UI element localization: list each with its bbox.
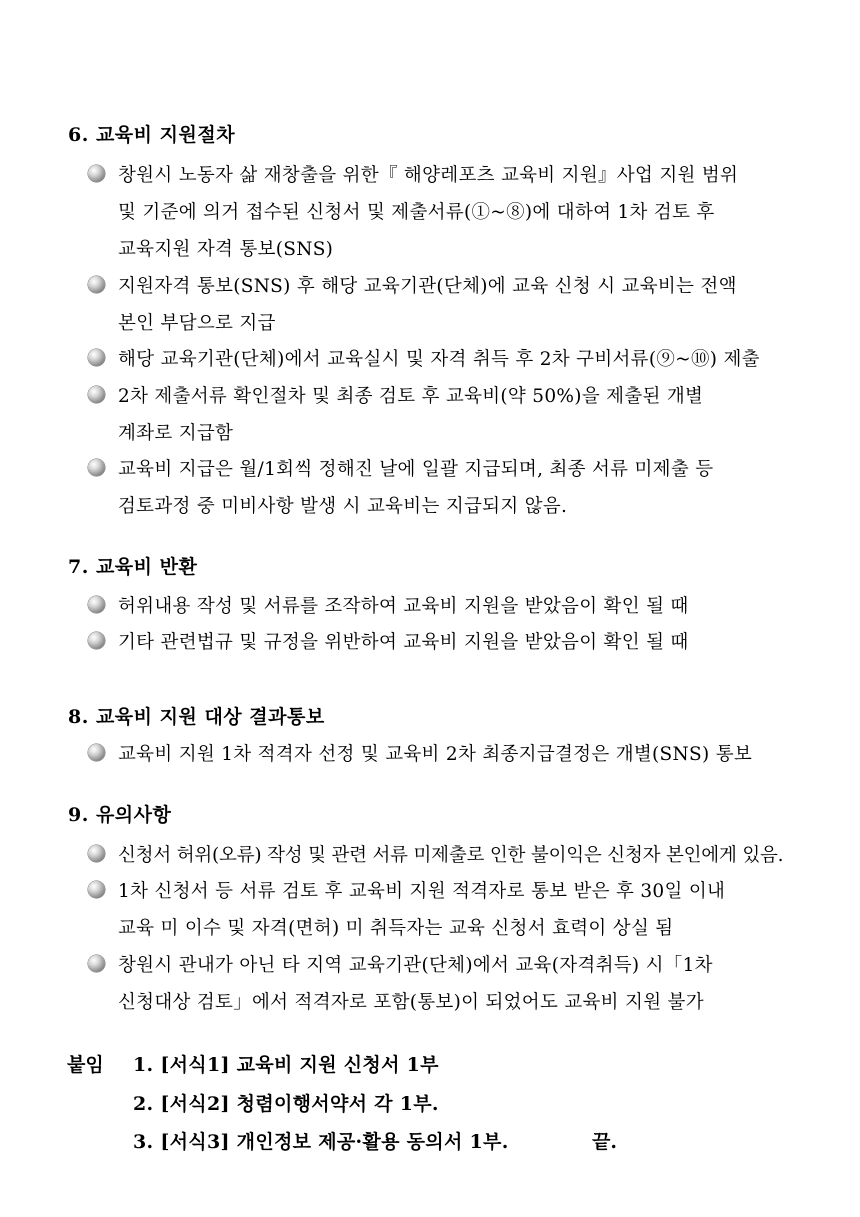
section-6-line-3: 교육지원 자격 통보(SNS) [118, 239, 334, 260]
bullet-icon [88, 881, 105, 898]
section-9-line-4: 창원시 관내가 아닌 타 지역 교육기관(단체)에서 교육(자격취득) 시「1차 [118, 955, 713, 976]
bullet-icon [88, 632, 105, 649]
section-8-heading: 8. 교육비 지원 대상 결과통보 [68, 706, 325, 728]
attachment-item-3: 3. [서식3] 개인정보 제공·활용 동의서 1부. [133, 1131, 509, 1153]
bullet-icon [88, 349, 105, 366]
section-6-heading: 6. 교육비 지원절차 [68, 124, 236, 146]
bullet-icon [88, 165, 105, 182]
section-9-line-1: 신청서 허위(오류) 작성 및 관련 서류 미제출로 인한 불이익은 신청자 본인에게 있음. [118, 845, 784, 866]
bullet-icon [88, 955, 105, 972]
section-6-line-7: 2차 제출서류 확인절차 및 최종 검토 후 교육비(약 50%)을 제출된 개별 [118, 386, 704, 407]
bullet-icon [88, 744, 105, 761]
section-6-line-2: 및 기준에 의거 접수된 신청서 및 제출서류(①~⑧)에 대하여 1차 검토 후 [118, 202, 715, 223]
bullet-icon [88, 596, 105, 613]
bullet-icon [88, 459, 105, 476]
attachment-label: 붙임 [67, 1054, 104, 1076]
section-6-line-6: 해당 교육기관(단체)에서 교육실시 및 자격 취득 후 2차 구비서류(⑨~⑩) 제출 [118, 349, 760, 370]
section-7-line-2: 기타 관련법규 및 규정을 위반하여 교육비 지원을 받았음이 확인 될 때 [118, 632, 689, 653]
section-9-line-2: 1차 신청서 등 서류 검토 후 교육비 지원 적격자로 통보 받은 후 30일 이내 [118, 881, 726, 902]
section-7-heading: 7. 교육비 반환 [68, 556, 198, 578]
section-6-line-8: 계좌로 지급함 [118, 423, 234, 444]
section-6-line-9: 교육비 지급은 월/1회씩 정해진 날에 일괄 지급되며, 최종 서류 미제출 등 [118, 459, 714, 480]
bullet-icon [88, 845, 105, 862]
section-6-line-1: 창원시 노동자 삶 재창출을 위한『 해양레포츠 교육비 지원』사업 지원 범위 [118, 165, 739, 186]
section-6-line-4: 지원자격 통보(SNS) 후 해당 교육기관(단체)에 교육 신청 시 교육비는 전액 [118, 276, 737, 297]
section-9-line-5: 신청대상 검토」에서 적격자로 포함(통보)이 되었어도 교육비 지원 불가 [118, 992, 704, 1013]
section-8-line-1: 교육비 지원 1차 적격자 선정 및 교육비 2차 최종지급결정은 개별(SNS) 통보 [118, 744, 753, 765]
bullet-icon [88, 386, 105, 403]
section-6-line-10: 검토과정 중 미비사항 발생 시 교육비는 지급되지 않음. [118, 496, 568, 517]
end-mark: 끝. [592, 1131, 617, 1153]
section-9-line-3: 교육 미 이수 및 자격(면허) 미 취득자는 교육 신청서 효력이 상실 됨 [118, 918, 674, 939]
attachment-item-2: 2. [서식2] 청렴이행서약서 각 1부. [133, 1093, 439, 1115]
section-7-line-1: 허위내용 작성 및 서류를 조작하여 교육비 지원을 받았음이 확인 될 때 [118, 596, 689, 617]
attachment-item-1: 1. [서식1] 교육비 지원 신청서 1부 [133, 1054, 439, 1076]
section-6-line-5: 본인 부담으로 지급 [118, 313, 276, 334]
bullet-icon [88, 276, 105, 293]
section-9-heading: 9. 유의사항 [68, 804, 172, 826]
